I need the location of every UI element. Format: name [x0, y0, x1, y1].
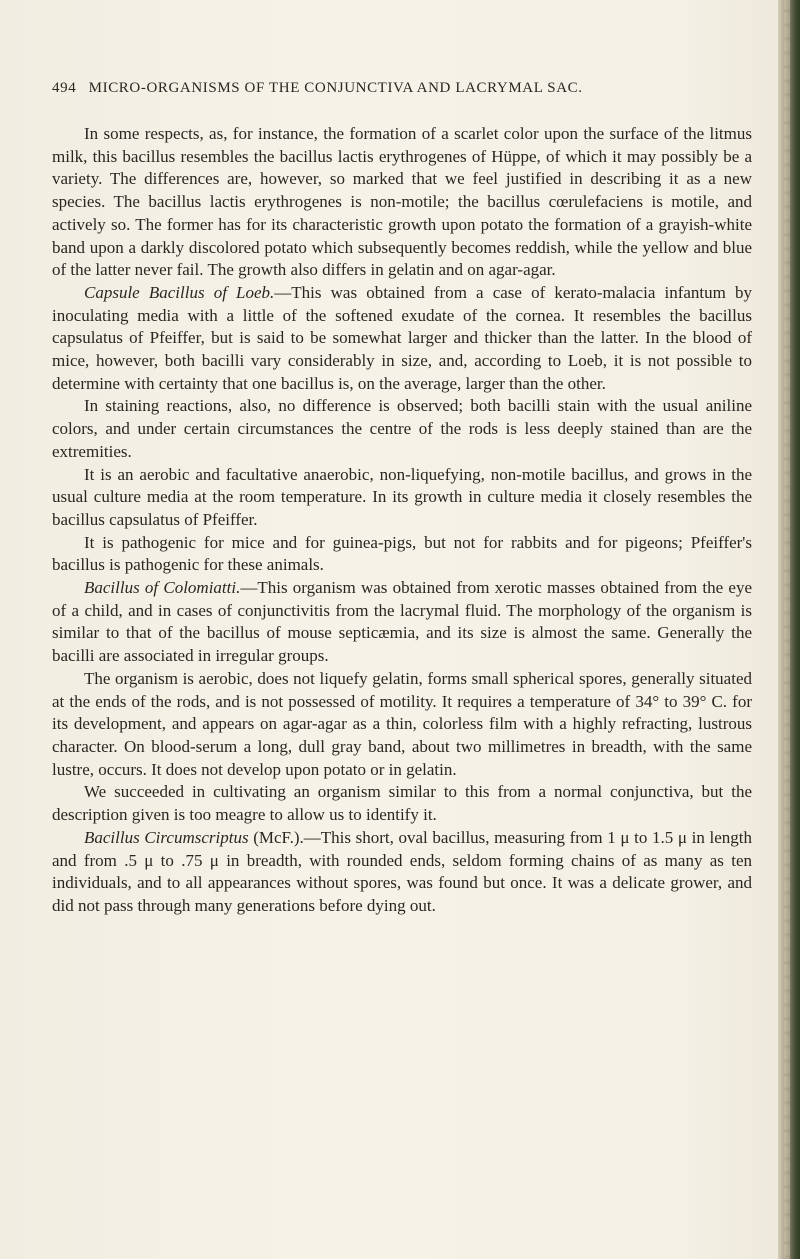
section-heading: Capsule Bacillus of Loeb.	[84, 282, 275, 302]
paragraph: We succeeded in cultivating an organism similar to this from a normal conjunctiva, but the description given is too meagre to allow us to identify it.	[52, 782, 752, 825]
section-heading: Bacillus of Colomiatti.	[84, 578, 241, 598]
paragraph: It is pathogenic for mice and for guinea-pigs, but not for rabbits and for pigeons; Pfeiffer's bacillus is pathogenic for these animals.	[52, 532, 752, 575]
body-text	[52, 123, 752, 918]
paragraph: Bacillus of Colomiatti.—This organism was obtained from xerotic masses obtained from the eye of a child, and in cases of conjunctivitis from the lacrymal fluid. The morphology of the organism is similar to that of the bacillus of mouse septicæmia, and its size is almost the same. Generally the bacilli are associated in irregular groups.	[52, 578, 753, 666]
running-header	[52, 80, 752, 97]
section-heading: Bacillus Circumscriptus	[84, 827, 249, 847]
page-number: 494	[52, 80, 77, 96]
running-title: MICRO-ORGANISMS OF THE CONJUNCTIVA AND LACRYMAL SAC.	[88, 80, 583, 96]
paragraph: In some respects, as, for instance, the formation of a scarlet color upon the surface of the litmus milk, this bacillus resembles the bacillus lactis erythrogenes of Hüppe, of which it may possibly be a variety. The differences are, however, so marked that we feel justified in describing it as a new species. The bacillus lactis erythrogenes is non-motile; the bacillus cœrulefaciens is motile, and actively so. The former has for its characteristic growth upon potato the formation of a grayish-white band upon a darkly discolored potato which subsequently becomes reddish, while the yellow and blue of the latter never fail. The growth also differs in gelatin and on agar-agar.	[52, 124, 752, 280]
paragraph: Bacillus Circumscriptus (McF.).—This short, oval bacillus, measuring from 1 μ to 1.5 μ in length and from .5 μ to .75 μ in breadth, with rounded ends, seldom forming chains of as many as ten individuals, and to all appearances without spores, was found but once. It was a delicate grower, and did not pass through many generations before dying out.	[52, 827, 752, 915]
book-spine-edge	[778, 0, 800, 1259]
paragraph: Capsule Bacillus of Loeb.—This was obtained from a case of kerato-malacia infantum by inoculating media with a little of the softened exudate of the cornea. It resembles the bacillus capsulatus of Pfeiffer, but is said to be somewhat larger and thicker than the latter. In the blood of mice, however, both bacilli vary considerably in size, and, according to Loeb, it is not possible to determine with certainty that one bacillus is, on the average, larger than the other.	[52, 282, 752, 393]
paragraph: In staining reactions, also, no difference is observed; both bacilli stain with the usual aniline colors, and under certain circumstances the centre of the rods is less deeply stained than are the extremities.	[52, 396, 752, 461]
paragraph: The organism is aerobic, does not liquefy gelatin, forms small spherical spores, generally situated at the ends of the rods, and is not possessed of motility. It requires a temperature of 34° to 39° C. for its development, and appears on agar-agar as a thin, colorless film with a highly refracting, lustrous character. On blood-serum a long, dull gray band, about two millimetres in breadth, with the same lustre, occurs. It does not develop upon potato or in gelatin.	[52, 668, 752, 779]
paragraph: It is an aerobic and facultative anaerobic, non-liquefying, non-motile bacillus, and grows in the usual culture media at the room temperature. In its growth in culture media it closely resembles the bacillus capsulatus of Pfeiffer.	[52, 464, 752, 529]
